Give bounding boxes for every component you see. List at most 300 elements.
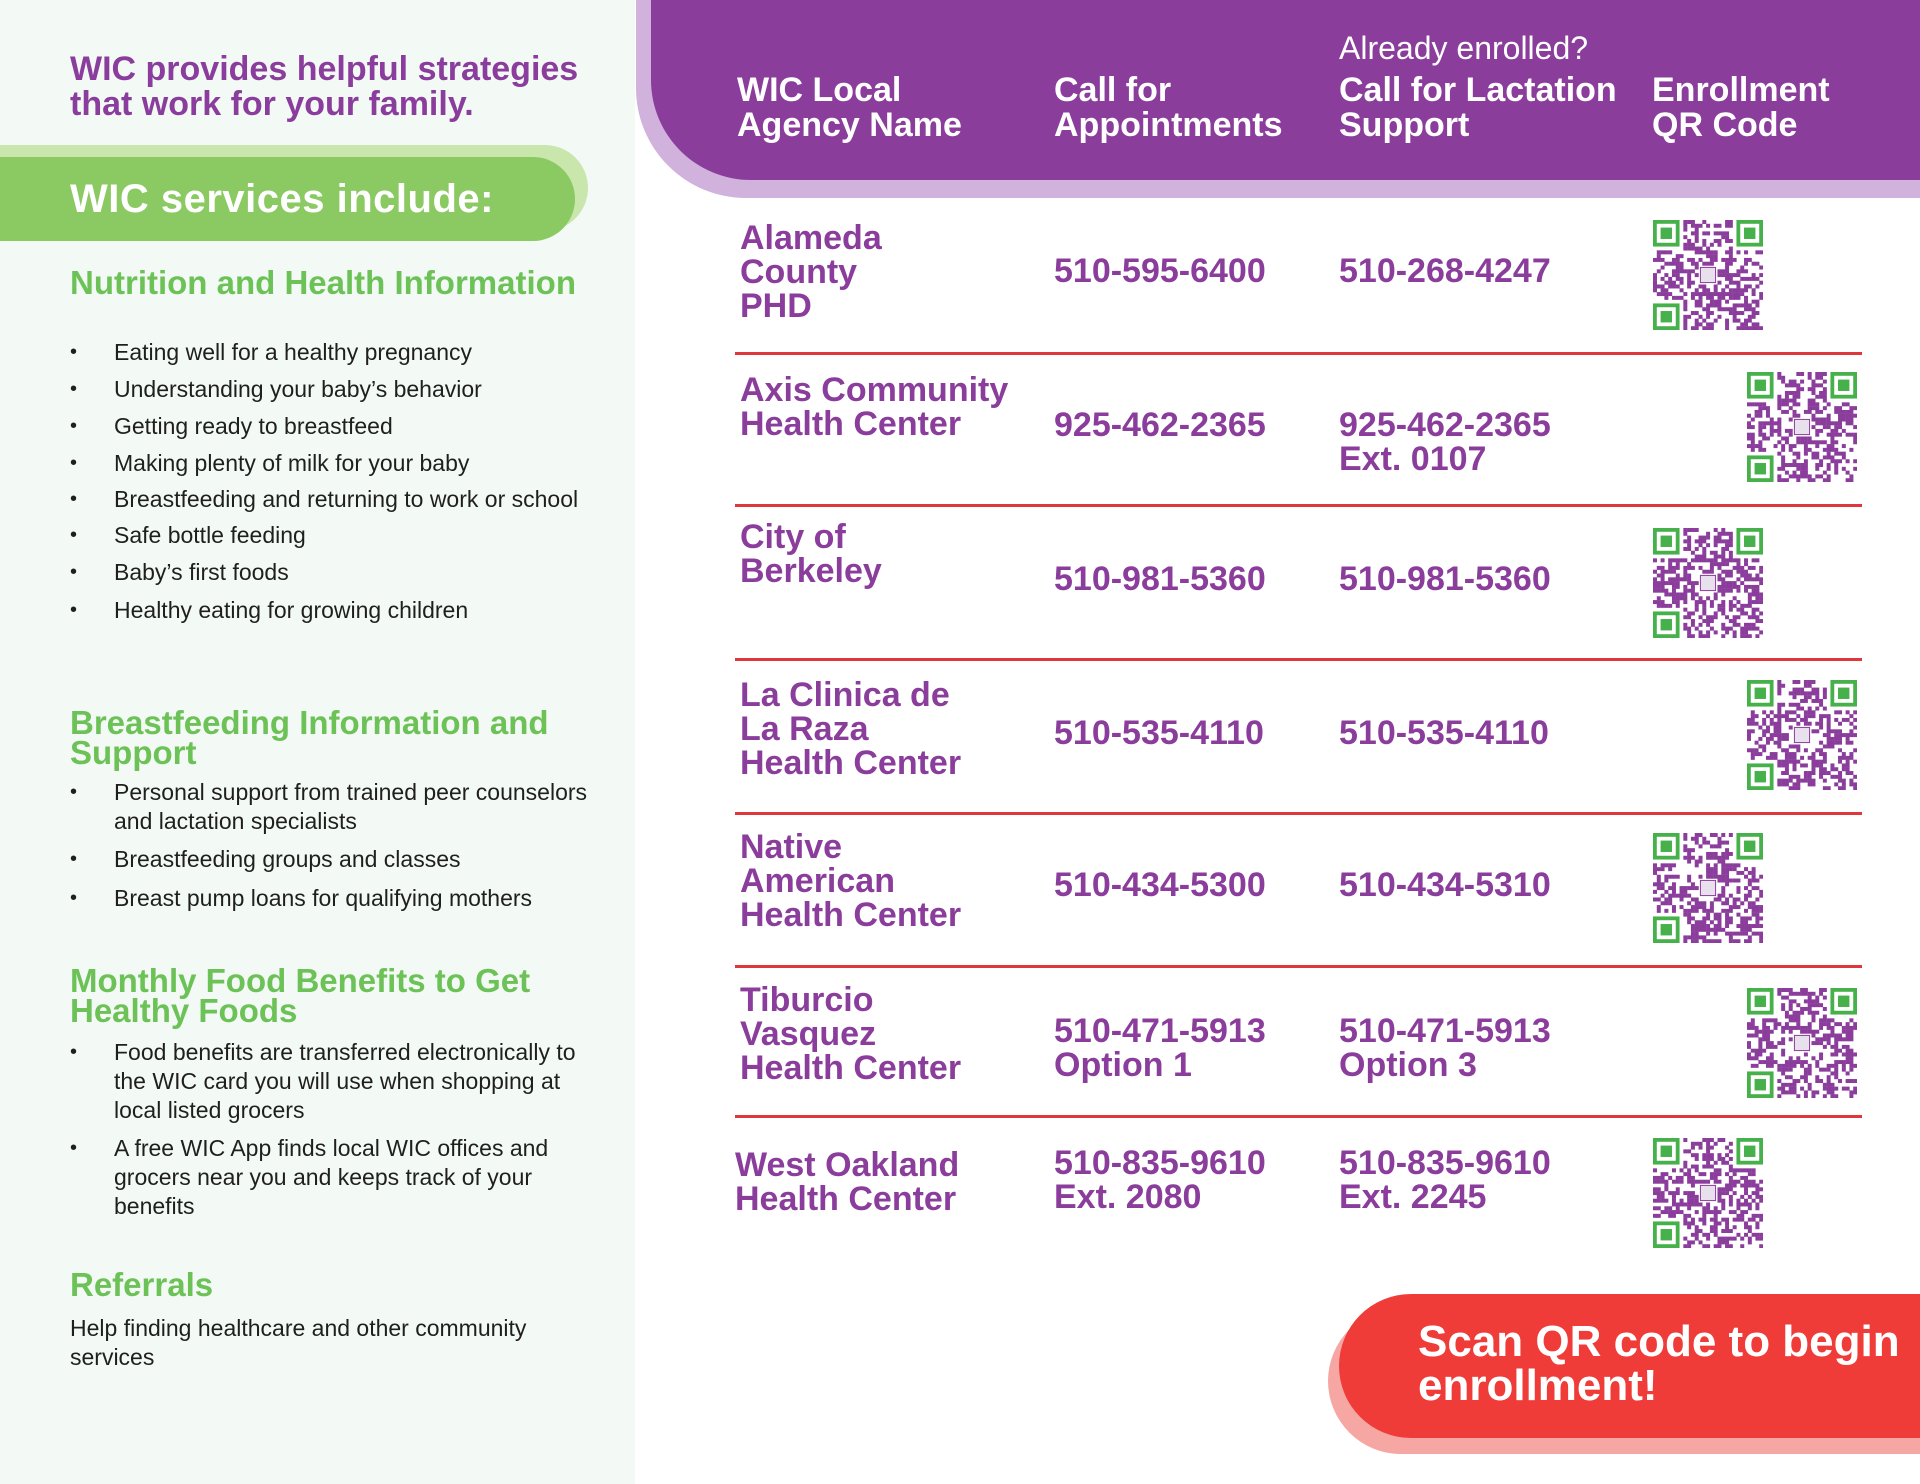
qr-module xyxy=(1744,867,1748,871)
qr-module xyxy=(1800,1060,1804,1064)
qr-module xyxy=(1785,756,1789,760)
qr-module xyxy=(1827,1087,1831,1091)
services-banner: WIC services include: xyxy=(0,157,575,241)
qr-module xyxy=(1714,539,1718,543)
qr-module xyxy=(1758,1030,1762,1034)
qr-module xyxy=(1744,932,1748,936)
qr-module xyxy=(1733,863,1737,867)
qr-module xyxy=(1755,402,1759,406)
list-item: • Baby’s first foods xyxy=(70,558,600,587)
qr-module xyxy=(1729,589,1733,593)
qr-module xyxy=(1751,402,1755,406)
qr-module xyxy=(1755,608,1759,612)
qr-module xyxy=(1755,1052,1759,1056)
qr-module xyxy=(1758,429,1762,433)
qr-module xyxy=(1796,440,1800,444)
qr-module xyxy=(1793,399,1797,403)
qr-module xyxy=(1706,1146,1710,1150)
qr-module xyxy=(1664,909,1668,913)
qr-module xyxy=(1657,1180,1661,1184)
qr-module xyxy=(1752,905,1756,909)
qr-module xyxy=(1710,1176,1714,1180)
qr-module xyxy=(1668,281,1672,285)
qr-module xyxy=(1766,1045,1770,1049)
qr-module xyxy=(1683,844,1687,848)
qr-module xyxy=(1849,733,1853,737)
qr-module xyxy=(1830,1052,1834,1056)
qr-module xyxy=(1819,748,1823,752)
qr-module xyxy=(1687,566,1691,570)
qr-module xyxy=(1849,1064,1853,1068)
qr-module xyxy=(1661,284,1665,288)
qr-module xyxy=(1796,992,1800,996)
qr-module xyxy=(1755,589,1759,593)
qr-module xyxy=(1725,913,1729,917)
qr-module xyxy=(1846,1087,1850,1091)
qr-module xyxy=(1823,425,1827,429)
qr-module xyxy=(1827,737,1831,741)
qr-module xyxy=(1748,924,1752,928)
qr-module xyxy=(1789,703,1793,707)
qr-module xyxy=(1800,387,1804,391)
qr-module xyxy=(1721,269,1725,273)
qr-module xyxy=(1740,1244,1744,1248)
qr-module xyxy=(1834,1064,1838,1068)
qr-module xyxy=(1766,1041,1770,1045)
qr-module xyxy=(1664,292,1668,296)
qr-module xyxy=(1808,1064,1812,1068)
qr-module xyxy=(1687,1206,1691,1210)
qr-module xyxy=(1759,581,1763,585)
qr-module xyxy=(1736,932,1740,936)
qr-module xyxy=(1770,433,1774,437)
appointment-phone: 510-981-5360 xyxy=(1054,560,1266,598)
qr-module xyxy=(1691,1240,1695,1244)
qr-module xyxy=(1744,875,1748,879)
qr-module xyxy=(1793,1083,1797,1087)
qr-module xyxy=(1759,935,1763,939)
qr-module xyxy=(1811,771,1815,775)
qr-module xyxy=(1725,875,1729,879)
qr-module xyxy=(1706,543,1710,547)
qr-module xyxy=(1699,615,1703,619)
qr-module xyxy=(1785,391,1789,395)
qr-module xyxy=(1729,262,1733,266)
qr-module xyxy=(1849,1079,1853,1083)
qr-module xyxy=(1815,395,1819,399)
qr-module xyxy=(1729,916,1733,920)
qr-module xyxy=(1706,1165,1710,1169)
qr-module xyxy=(1680,266,1684,270)
qr-module xyxy=(1717,608,1721,612)
enrollment-qr-code[interactable] xyxy=(1653,833,1763,943)
qr-module xyxy=(1702,1153,1706,1157)
qr-module xyxy=(1815,695,1819,699)
enrollment-qr-code[interactable] xyxy=(1653,1138,1763,1248)
qr-module xyxy=(1781,467,1785,471)
qr-module xyxy=(1710,875,1714,879)
qr-module xyxy=(1721,558,1725,562)
qr-module xyxy=(1699,844,1703,848)
qr-module xyxy=(1657,284,1661,288)
qr-module xyxy=(1781,448,1785,452)
qr-module xyxy=(1838,771,1842,775)
qr-finder-center xyxy=(1661,841,1672,852)
qr-module xyxy=(1729,1142,1733,1146)
qr-module xyxy=(1755,619,1759,623)
qr-module xyxy=(1755,1187,1759,1191)
qr-module xyxy=(1680,897,1684,901)
qr-module xyxy=(1819,1052,1823,1056)
qr-module xyxy=(1717,281,1721,285)
qr-module xyxy=(1815,440,1819,444)
qr-module xyxy=(1762,744,1766,748)
qr-module xyxy=(1793,1087,1797,1091)
qr-module xyxy=(1691,905,1695,909)
qr-code-graphic xyxy=(1747,372,1857,482)
qr-module xyxy=(1752,592,1756,596)
qr-module xyxy=(1740,1214,1744,1218)
qr-module xyxy=(1725,284,1729,288)
qr-module xyxy=(1804,459,1808,463)
qr-module xyxy=(1759,619,1763,623)
qr-module xyxy=(1695,604,1699,608)
qr-module xyxy=(1740,322,1744,326)
qr-module xyxy=(1733,630,1737,634)
qr-module xyxy=(1736,273,1740,277)
qr-module xyxy=(1702,551,1706,555)
qr-module xyxy=(1710,1210,1714,1214)
qr-module xyxy=(1815,1030,1819,1034)
qr-module xyxy=(1691,581,1695,585)
qr-module xyxy=(1789,380,1793,384)
qr-module xyxy=(1687,281,1691,285)
qr-module xyxy=(1800,1087,1804,1091)
qr-module xyxy=(1717,224,1721,228)
qr-module xyxy=(1793,999,1797,1003)
qr-module xyxy=(1819,767,1823,771)
qr-module xyxy=(1804,452,1808,456)
qr-module xyxy=(1729,879,1733,883)
qr-module xyxy=(1717,841,1721,845)
qr-module xyxy=(1796,1060,1800,1064)
qr-module xyxy=(1785,737,1789,741)
qr-module xyxy=(1710,615,1714,619)
qr-module xyxy=(1777,760,1781,764)
qr-module xyxy=(1819,1079,1823,1083)
qr-module xyxy=(1661,901,1665,905)
qr-module xyxy=(1672,570,1676,574)
qr-module xyxy=(1759,596,1763,600)
lactation-phone: 510-981-5360 xyxy=(1339,560,1551,598)
qr-module xyxy=(1751,425,1755,429)
qr-module xyxy=(1687,528,1691,532)
qr-module xyxy=(1838,1079,1842,1083)
lactation-phone: 510-535-4110 xyxy=(1339,714,1549,752)
qr-module xyxy=(1736,871,1740,875)
qr-module xyxy=(1777,726,1781,730)
qr-module xyxy=(1736,570,1740,574)
qr-module xyxy=(1687,220,1691,224)
qr-module xyxy=(1823,760,1827,764)
qr-module xyxy=(1725,1191,1729,1195)
qr-module xyxy=(1740,303,1744,307)
qr-module xyxy=(1846,756,1850,760)
qr-module xyxy=(1717,231,1721,235)
qr-module xyxy=(1838,459,1842,463)
qr-module xyxy=(1683,913,1687,917)
qr-module xyxy=(1699,1180,1703,1184)
qr-logo xyxy=(1700,880,1715,895)
qr-module xyxy=(1695,928,1699,932)
qr-finder-center xyxy=(1661,1146,1672,1157)
qr-finder-center xyxy=(1838,996,1849,1007)
qr-module xyxy=(1846,1071,1850,1075)
qr-module xyxy=(1811,767,1815,771)
qr-module xyxy=(1755,886,1759,890)
qr-module xyxy=(1819,988,1823,992)
qr-module xyxy=(1853,406,1857,410)
qr-module xyxy=(1849,1090,1853,1094)
qr-module xyxy=(1766,741,1770,745)
qr-module xyxy=(1691,1218,1695,1222)
qr-module xyxy=(1729,555,1733,559)
qr-module xyxy=(1725,574,1729,578)
qr-module xyxy=(1721,235,1725,239)
qr-module xyxy=(1664,581,1668,585)
qr-module xyxy=(1661,585,1665,589)
table-row xyxy=(735,507,1862,661)
qr-module xyxy=(1811,387,1815,391)
qr-module xyxy=(1668,886,1672,890)
qr-module xyxy=(1811,1015,1815,1019)
qr-module xyxy=(1827,729,1831,733)
qr-module xyxy=(1668,581,1672,585)
qr-module xyxy=(1804,763,1808,767)
qr-module xyxy=(1710,1172,1714,1176)
qr-module xyxy=(1721,890,1725,894)
qr-module xyxy=(1834,452,1838,456)
qr-module xyxy=(1800,988,1804,992)
qr-module xyxy=(1691,634,1695,638)
qr-module xyxy=(1785,1068,1789,1072)
qr-module xyxy=(1853,414,1857,418)
qr-module xyxy=(1785,733,1789,737)
qr-module xyxy=(1687,611,1691,615)
qr-module xyxy=(1733,273,1737,277)
qr-module xyxy=(1714,300,1718,304)
qr-module xyxy=(1758,1041,1762,1045)
qr-module xyxy=(1706,856,1710,860)
qr-module xyxy=(1823,372,1827,376)
header-agency: WIC Local Agency Name xyxy=(737,71,962,144)
qr-module xyxy=(1725,1240,1729,1244)
qr-module xyxy=(1736,905,1740,909)
qr-module xyxy=(1710,551,1714,555)
qr-module xyxy=(1706,615,1710,619)
qr-module xyxy=(1755,1184,1759,1188)
qr-module xyxy=(1838,741,1842,745)
qr-module xyxy=(1815,999,1819,1003)
qr-module xyxy=(1691,924,1695,928)
qr-module xyxy=(1804,436,1808,440)
qr-module xyxy=(1751,440,1755,444)
qr-module xyxy=(1785,1011,1789,1015)
qr-module xyxy=(1706,916,1710,920)
qr-module xyxy=(1710,856,1714,860)
qr-module xyxy=(1717,920,1721,924)
qr-module xyxy=(1747,737,1751,741)
qr-module xyxy=(1733,581,1737,585)
qr-module xyxy=(1706,303,1710,307)
qr-module xyxy=(1789,760,1793,764)
qr-module xyxy=(1789,433,1793,437)
qr-module xyxy=(1785,471,1789,475)
qr-module xyxy=(1702,319,1706,323)
qr-module xyxy=(1736,311,1740,315)
qr-module xyxy=(1714,1225,1718,1229)
qr-module xyxy=(1657,897,1661,901)
qr-module xyxy=(1706,1202,1710,1206)
qr-module xyxy=(1721,547,1725,551)
qr-module xyxy=(1687,589,1691,593)
qr-module xyxy=(1748,604,1752,608)
qr-module xyxy=(1714,292,1718,296)
qr-module xyxy=(1777,733,1781,737)
qr-module xyxy=(1683,220,1687,224)
qr-module xyxy=(1748,566,1752,570)
qr-module xyxy=(1777,433,1781,437)
qr-module xyxy=(1777,418,1781,422)
qr-module xyxy=(1830,775,1834,779)
qr-module xyxy=(1676,1176,1680,1180)
qr-module xyxy=(1717,913,1721,917)
qr-module xyxy=(1766,1026,1770,1030)
qr-module xyxy=(1785,763,1789,767)
qr-module xyxy=(1830,1045,1834,1049)
qr-module xyxy=(1789,1003,1793,1007)
qr-module xyxy=(1842,779,1846,783)
qr-module xyxy=(1683,596,1687,600)
qr-module xyxy=(1796,703,1800,707)
qr-module xyxy=(1721,581,1725,585)
qr-module xyxy=(1823,707,1827,711)
qr-module xyxy=(1687,935,1691,939)
qr-module xyxy=(1695,841,1699,845)
qr-module xyxy=(1808,996,1812,1000)
qr-module xyxy=(1808,1003,1812,1007)
qr-module xyxy=(1849,433,1853,437)
qr-module xyxy=(1853,1090,1857,1094)
food-benefits-list xyxy=(70,1038,610,1221)
qr-module xyxy=(1811,752,1815,756)
qr-module xyxy=(1819,1022,1823,1026)
qr-module xyxy=(1725,1244,1729,1248)
qr-module xyxy=(1710,852,1714,856)
qr-module xyxy=(1706,1233,1710,1237)
qr-module xyxy=(1846,471,1850,475)
qr-module xyxy=(1777,684,1781,688)
qr-module xyxy=(1777,474,1781,478)
qr-module xyxy=(1819,741,1823,745)
qr-module xyxy=(1714,303,1718,307)
qr-module xyxy=(1710,928,1714,932)
qr-module xyxy=(1710,833,1714,837)
qr-module xyxy=(1691,1165,1695,1169)
qr-module xyxy=(1811,714,1815,718)
qr-module xyxy=(1748,277,1752,281)
qr-module xyxy=(1785,779,1789,783)
qr-module xyxy=(1668,262,1672,266)
qr-module xyxy=(1695,592,1699,596)
qr-module xyxy=(1668,277,1672,281)
qr-module xyxy=(1815,763,1819,767)
qr-module xyxy=(1683,577,1687,581)
qr-module xyxy=(1714,1214,1718,1218)
qr-module xyxy=(1680,890,1684,894)
qr-module xyxy=(1691,932,1695,936)
qr-module xyxy=(1706,871,1710,875)
qr-module xyxy=(1819,726,1823,730)
qr-module xyxy=(1748,1172,1752,1176)
qr-module xyxy=(1846,478,1850,482)
qr-module xyxy=(1695,539,1699,543)
qr-module xyxy=(1800,474,1804,478)
qr-module xyxy=(1751,1026,1755,1030)
qr-module xyxy=(1683,292,1687,296)
qr-finder-center xyxy=(1755,380,1766,391)
qr-finder-center xyxy=(1755,771,1766,782)
qr-module xyxy=(1740,266,1744,270)
enrollment-qr-code[interactable] xyxy=(1747,372,1857,482)
qr-module xyxy=(1717,566,1721,570)
qr-module xyxy=(1815,383,1819,387)
qr-module xyxy=(1702,262,1706,266)
qr-module xyxy=(1706,939,1710,943)
qr-module xyxy=(1653,585,1657,589)
qr-module xyxy=(1789,710,1793,714)
qr-module xyxy=(1729,1195,1733,1199)
qr-module xyxy=(1762,448,1766,452)
qr-module xyxy=(1796,1026,1800,1030)
qr-module xyxy=(1683,608,1687,612)
enrollment-qr-code[interactable] xyxy=(1747,680,1857,790)
qr-module xyxy=(1834,1075,1838,1079)
qr-module xyxy=(1714,871,1718,875)
enrollment-qr-code[interactable] xyxy=(1653,220,1763,330)
qr-module xyxy=(1740,566,1744,570)
qr-module xyxy=(1770,733,1774,737)
qr-module xyxy=(1804,1068,1808,1072)
enrollment-qr-code[interactable] xyxy=(1747,988,1857,1098)
qr-module xyxy=(1815,1075,1819,1079)
qr-module xyxy=(1770,1060,1774,1064)
qr-module xyxy=(1830,429,1834,433)
qr-module xyxy=(1733,1168,1737,1172)
enrollment-qr-code[interactable] xyxy=(1653,528,1763,638)
qr-module xyxy=(1762,748,1766,752)
appointment-phone: 925-462-2365 xyxy=(1054,406,1266,444)
qr-module xyxy=(1725,901,1729,905)
qr-module xyxy=(1770,722,1774,726)
qr-module xyxy=(1827,771,1831,775)
header-qr: Enrollment QR Code xyxy=(1652,71,1830,144)
qr-module xyxy=(1853,433,1857,437)
qr-module xyxy=(1702,634,1706,638)
qr-module xyxy=(1695,863,1699,867)
qr-module xyxy=(1774,722,1778,726)
qr-module xyxy=(1846,410,1850,414)
